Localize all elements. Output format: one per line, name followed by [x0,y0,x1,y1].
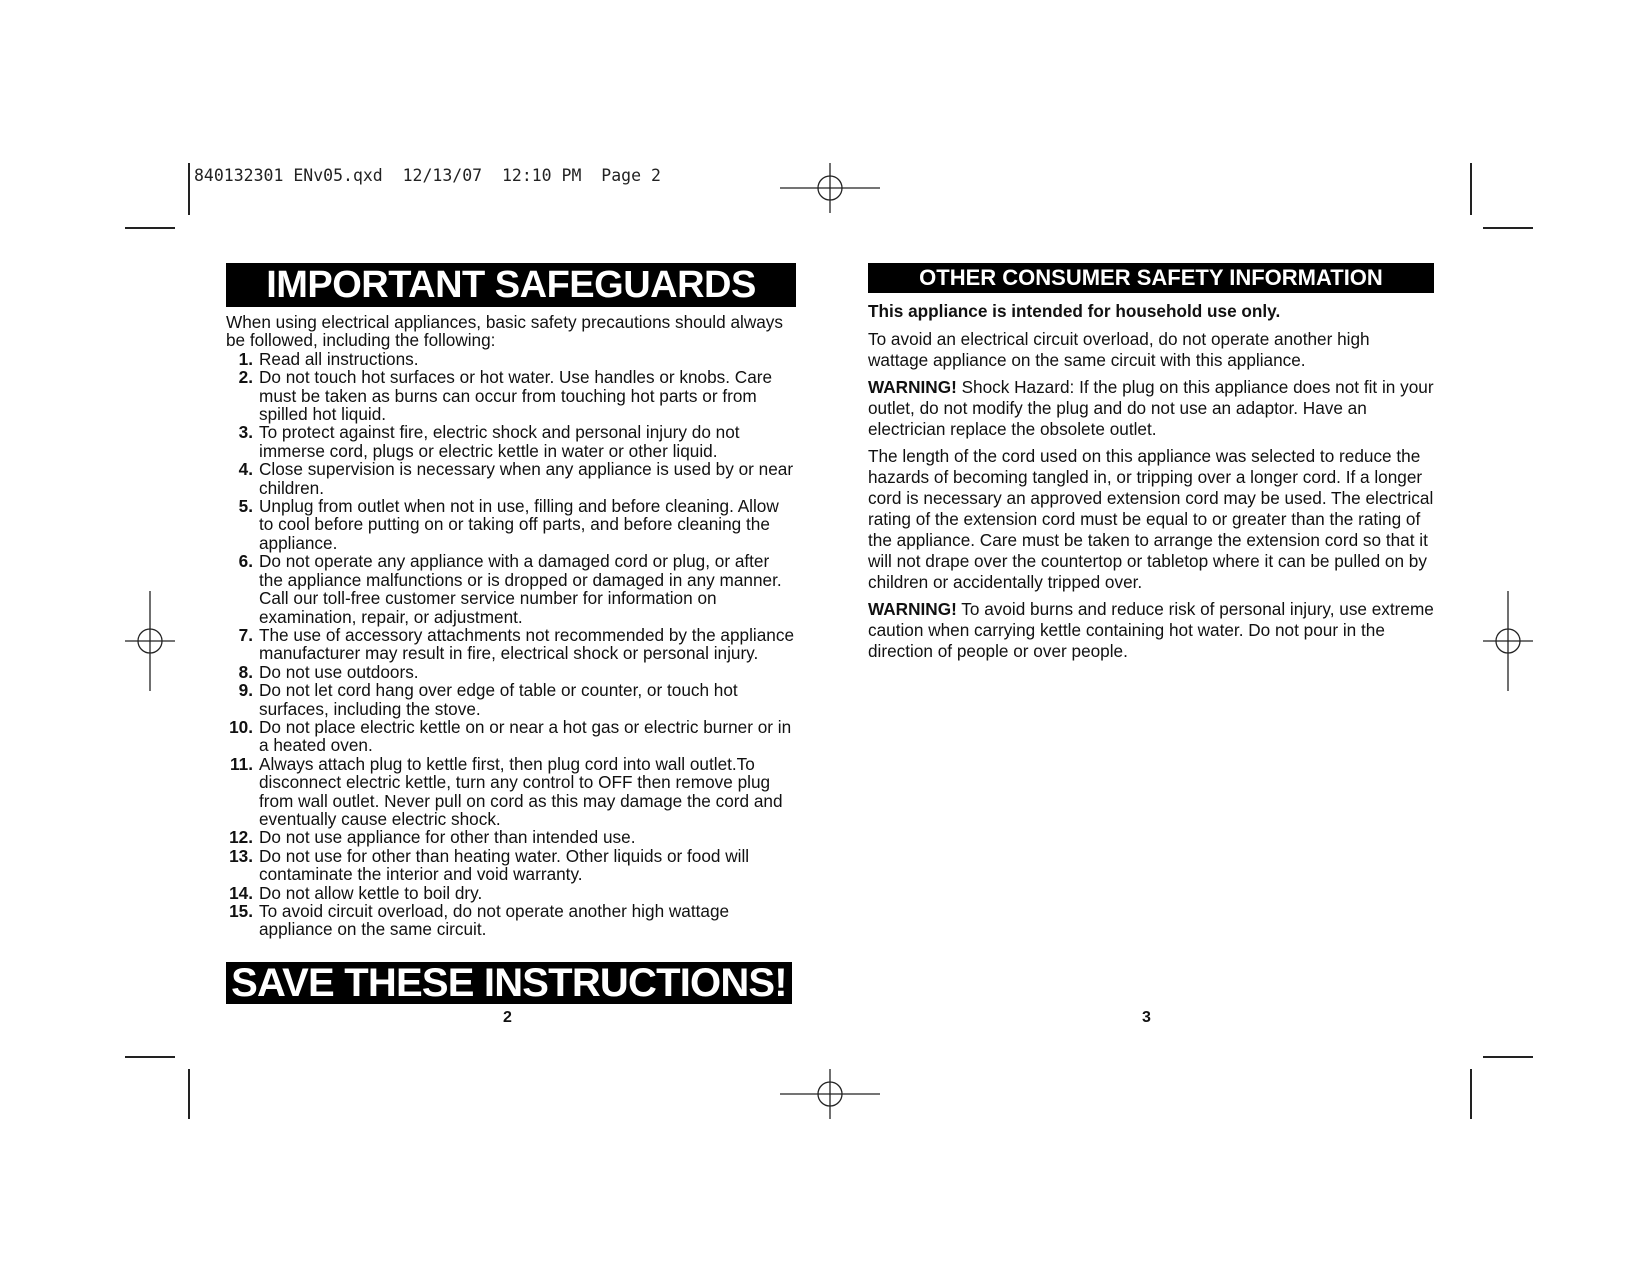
safeguard-item-text: Unplug from outlet when not in use, filling and before cleaning. Allow to cool before putting on or taking off parts, and before cleaning the appliance. [259,496,779,553]
print-slug-line: 840132301 ENv05.qxd 12/13/07 12:10 PM Page 2 [194,166,661,185]
safeguard-item-text: To protect against fire, electric shock and personal injury do not immerse cord, plugs or electric kettle in water or other liquid. [259,422,740,461]
safeguard-item-text: The use of accessory attachments not recommended by the appliance manufacturer may result in fire, electrical shock or personal injury. [259,624,795,664]
registration-mark-icon [1458,591,1558,691]
safeguard-item-text: Do not let cord hang over edge of table or counter, or touch hot surfaces, including the stove. [259,680,738,719]
registration-mark-icon [780,1044,880,1144]
save-instructions-banner: SAVE THESE INSTRUCTIONS! [226,962,792,1004]
safeguard-item-text: Do not use appliance for other than intended use. [259,827,636,848]
safeguard-item [226,497,796,552]
safeguards-list [226,350,796,939]
safeguard-item-number: 3. [238,422,253,443]
right-page-column [868,263,1434,668]
safeguard-item [226,884,796,902]
safeguard-item [226,552,796,626]
crop-mark [1470,1069,1472,1119]
safeguard-item [226,663,796,681]
crop-mark [188,1069,190,1119]
overload-paragraph: To avoid an electrical circuit overload, do not operate another high wattage appliance on the same circuit with this appliance. [868,329,1370,370]
shock-hazard-text: Shock Hazard: If the plug on this appliance does not fit in your outlet, do not modify the plug and do not use an adaptor. Have an electrician replace the obsolete outlet. [868,377,1434,439]
safeguard-item-number: 9. [238,680,253,701]
safeguard-item-number: 14. [229,882,253,903]
safeguard-item-text: To avoid circuit overload, do not operate another high wattage appliance on the same circuit. [259,901,730,940]
safeguard-item-number: 8. [238,661,253,682]
safeguard-item-text: Do not allow kettle to boil dry. [259,882,483,903]
safeguard-item-text: Close supervision is necessary when any appliance is used by or near children. [259,459,794,498]
safeguard-item [226,350,796,368]
warning-label: WARNING! [868,599,957,619]
burn-warning-text: To avoid burns and reduce risk of personal injury, use extreme caution when carrying kettle containing hot water. Do not pour in the direction of people or over people. [868,599,1434,661]
safeguard-item-number: 13. [229,845,253,866]
safeguard-item [226,847,796,884]
safeguard-item-text: Do not use outdoors. [259,661,419,682]
page-number-right: 3 [1142,1009,1151,1026]
left-page-column [226,263,796,939]
warning-label: WARNING! [868,377,957,397]
safeguard-item-text: Do not place electric kettle on or near a hot gas or electric burner or in a heated oven. [259,716,792,756]
safeguard-item [226,902,796,939]
shock-hazard-paragraph [868,377,1434,440]
safeguard-item-number: 1. [238,348,253,369]
safeguard-item-text: Read all instructions. [259,348,419,369]
registration-mark-icon [100,591,200,691]
safeguard-item-text: Always attach plug to kettle first, then plug cord into wall outlet.To disconnect electric kettle, turn any control to OFF then remove plug from wall outlet. Never pull on cord as this may damage the cord and eventually cause electric shock. [259,753,783,829]
safeguard-item-number: 6. [238,551,253,572]
safeguard-item [226,755,796,829]
crop-mark [188,163,190,215]
safeguard-item-text: Do not operate any appliance with a damaged cord or plug, or after the appliance malfunctions or is dropped or damaged in any manner. Call our toll-free customer service number for information on examination, repair, or adjustment. [259,551,782,627]
other-safety-info-banner: OTHER CONSUMER SAFETY INFORMATION [868,263,1434,293]
safeguard-item-number: 2. [238,367,253,388]
household-use-note: This appliance is intended for household use only. [868,301,1281,321]
safeguard-item-text: Do not touch hot surfaces or hot water. Use handles or knobs. Care must be taken as burns can occur from touching hot parts or from spilled hot liquid. [259,367,773,425]
registration-mark-icon [780,138,880,238]
safeguard-item-number: 7. [238,624,253,645]
safeguard-item [226,718,796,755]
safeguard-item [226,423,796,460]
crop-mark [125,1056,175,1058]
safeguard-item-number: 12. [229,827,253,848]
safeguard-item-number: 5. [238,496,253,517]
crop-mark [1470,163,1472,215]
safeguard-item [226,626,796,663]
safeguard-item-text: Do not use for other than heating water. Other liquids or food will contaminate the interior and void warranty. [259,845,750,885]
safeguard-item [226,460,796,497]
safeguard-item-number: 11. [230,753,253,774]
safeguards-intro: When using electrical appliances, basic safety precautions should always be followed, including the following: [226,312,783,351]
crop-mark [125,227,175,229]
safeguard-item [226,828,796,846]
crop-mark [1483,227,1533,229]
safeguard-item [226,368,796,423]
cord-length-paragraph: The length of the cord used on this appliance was selected to reduce the hazards of becoming tangled in, or tripping over a longer cord. If a longer cord is necessary an approved extension cord may be used. The electrical rating of the extension cord must be equal to or greater than the rating of the appliance. Care must be taken to arrange the extension cord so that it will not drape over the countertop or tabletop where it can be pulled on by children or accidentally tripped over. [868,446,1434,592]
crop-mark [1483,1056,1533,1058]
safeguard-item [226,681,796,718]
page-number-left: 2 [503,1009,512,1026]
safeguard-item-number: 10. [229,716,253,737]
safeguard-item-number: 15. [229,901,253,921]
burn-warning-paragraph [868,599,1434,662]
important-safeguards-banner: IMPORTANT SAFEGUARDS [226,263,796,307]
safeguard-item-number: 4. [238,459,253,480]
